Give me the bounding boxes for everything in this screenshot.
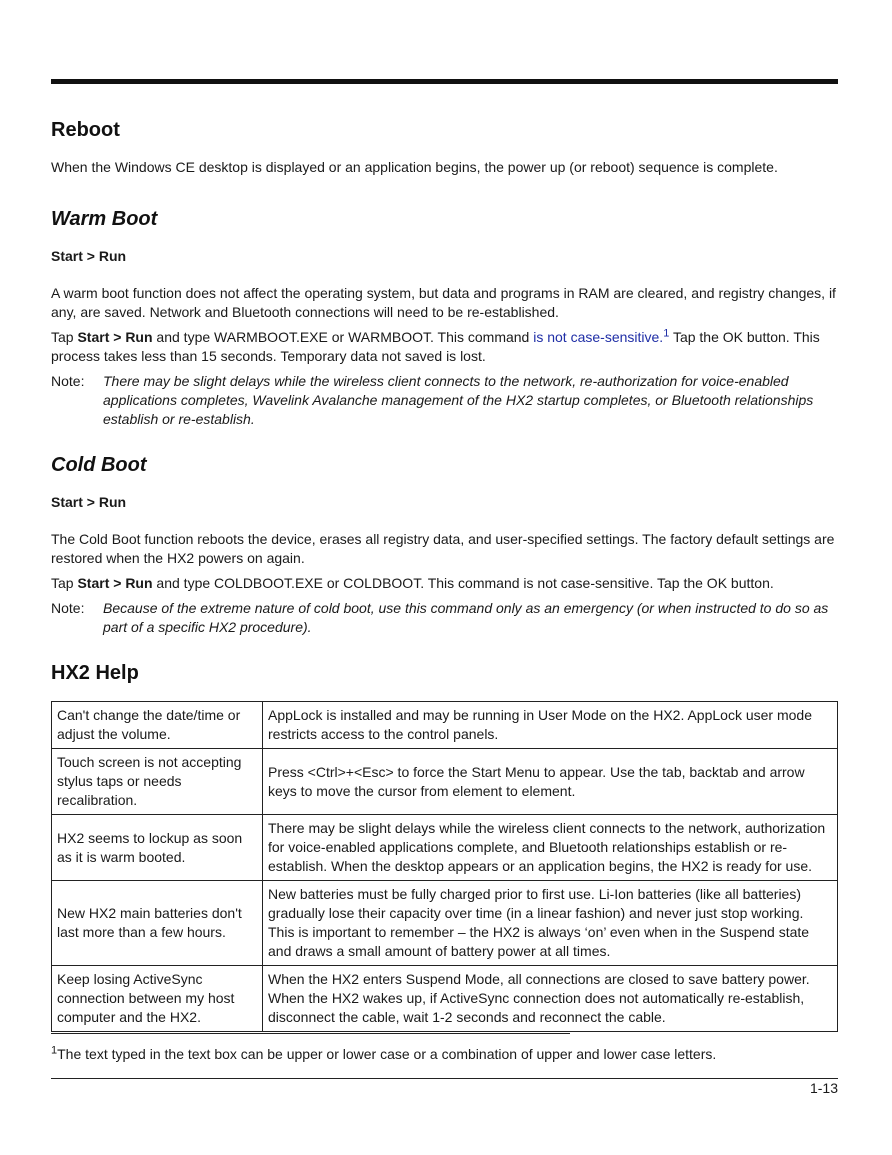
- problem-cell: Can't change the date/time or adjust the volume.: [52, 702, 263, 749]
- solution-cell: New batteries must be fully charged prior to first use. Li-Ion batteries (like all batteries) gradually lose their capacity over time (in a linear fashion) and never just stop working. This is important to remember – the HX2 is always ‘on’ even when in the Suspend state and draws a small amount of battery power at all times.: [263, 881, 838, 966]
- note-label: Note:: [51, 600, 85, 616]
- bottom-rule: [51, 1078, 838, 1079]
- note-label: Note:: [51, 373, 85, 389]
- solution-cell: Press <Ctrl>+<Esc> to force the Start Menu to appear. Use the tab, backtab and arrow keys to move the cursor from element to element.: [263, 749, 838, 815]
- spacer: [51, 637, 838, 661]
- note-text: There may be slight delays while the wireless client connects to the network, re-authorization for voice-enabled applications completes, Wavelink Avalanche management of the HX2 startup completes, or Bluetooth relationships establish or re-establish.: [103, 373, 814, 427]
- help-heading: HX2 Help: [51, 662, 139, 684]
- warm-boot-note: [51, 372, 838, 429]
- case-sensitive-link[interactable]: is not case-sensitive.: [533, 329, 664, 345]
- run-command-bold: Start > Run: [77, 575, 153, 591]
- page-content: [51, 118, 838, 1032]
- solution-cell: AppLock is installed and may be running in User Mode on the HX2. AppLock user mode restricts access to the control panels.: [263, 702, 838, 749]
- text: Tap the OK button. This process takes less than 15 seconds. Temporary data not saved is lost.: [51, 329, 820, 364]
- text: and type WARMBOOT.EXE or WARMBOOT. This command: [152, 329, 534, 345]
- footnote-rule: [51, 1033, 570, 1034]
- problem-cell: Keep losing ActiveSync connection between my host computer and the HX2.: [52, 966, 263, 1032]
- cold-boot-heading: Cold Boot: [51, 454, 147, 476]
- note-text: Because of the extreme nature of cold boot, use this command only as an emergency (or when instructed to do so as part of a specific HX2 procedure).: [103, 600, 829, 635]
- spacer: [51, 429, 838, 453]
- footnote: [51, 1045, 838, 1064]
- problem-cell: Touch screen is not accepting stylus taps or needs recalibration.: [52, 749, 263, 815]
- footnote-ref[interactable]: 1: [663, 327, 670, 340]
- text: Tap: [51, 575, 78, 591]
- table-row: [52, 815, 838, 881]
- warm-boot-para2: [51, 328, 838, 366]
- cold-boot-para1: The Cold Boot function reboots the device, erases all registry data, and user-specified settings. The factory default settings are restored when the HX2 powers on again.: [51, 531, 835, 566]
- spacer: [51, 183, 838, 207]
- footnote-text: The text typed in the text box can be upper or lower case or a combination of upper and lower case letters.: [57, 1046, 717, 1062]
- cold-boot-para2: [51, 574, 838, 593]
- warm-boot-heading: Warm Boot: [51, 208, 158, 230]
- reboot-text: When the Windows CE desktop is displayed or an application begins, the power up (or reboot) sequence is complete.: [51, 159, 778, 175]
- table-row: [52, 702, 838, 749]
- solution-cell: There may be slight delays while the wireless client connects to the network, authorization for voice-enabled applications complete, and Bluetooth relationships establish or re-establish. When the desktop appears or an application begins, the HX2 is ready for use.: [263, 815, 838, 881]
- table-row: [52, 966, 838, 1032]
- table-row: [52, 749, 838, 815]
- warm-boot-para1: A warm boot function does not affect the operating system, but data and programs in RAM are cleared, and registry changes, if any, are saved. Network and Bluetooth connections will need to be re-established.: [51, 285, 836, 320]
- page-number: 1-13: [809, 1080, 838, 1096]
- run-command-bold: Start > Run: [77, 329, 153, 345]
- cold-boot-command: Start > Run: [51, 494, 127, 510]
- text: Tap: [51, 329, 78, 345]
- table-row: [52, 881, 838, 966]
- footnote-marker: 1: [51, 1044, 58, 1057]
- problem-cell: New HX2 main batteries don't last more than a few hours.: [52, 881, 263, 966]
- text: and type COLDBOOT.EXE or COLDBOOT. This command is not case-sensitive. Tap the OK button.: [152, 575, 774, 591]
- problem-cell: HX2 seems to lockup as soon as it is warm booted.: [52, 815, 263, 881]
- top-rule: [51, 79, 838, 84]
- cold-boot-note: [51, 599, 838, 637]
- solution-cell: When the HX2 enters Suspend Mode, all connections are closed to save battery power. When the HX2 wakes up, if ActiveSync connection does not automatically re-establish, disconnect the cable, wait 1-2 seconds and reconnect the cable.: [263, 966, 838, 1032]
- warm-boot-command: Start > Run: [51, 248, 127, 264]
- help-table: [51, 701, 838, 1032]
- reboot-heading: Reboot: [51, 119, 120, 141]
